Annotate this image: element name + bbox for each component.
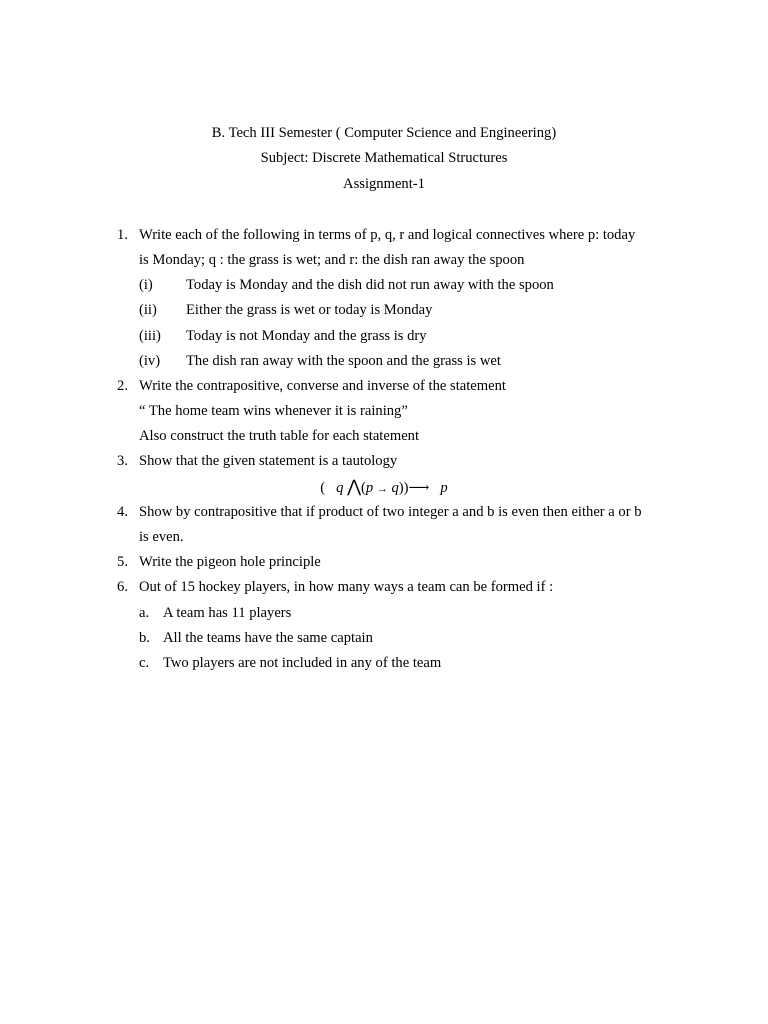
sub-item-label: (iii) bbox=[139, 328, 161, 344]
question-text: Also construct the truth table for each statement bbox=[139, 428, 420, 444]
formula-var-p: p bbox=[365, 480, 374, 496]
tautology-formula bbox=[0, 478, 768, 498]
question-text: “ The home team wins whenever it is raining” bbox=[139, 403, 408, 419]
formula-var-p: p bbox=[440, 480, 448, 496]
question-number: 5. bbox=[117, 554, 128, 570]
question-number: 6. bbox=[117, 579, 128, 595]
formula-var-q: q bbox=[336, 480, 344, 496]
sub-item-label: (i) bbox=[139, 277, 153, 293]
sub-item-label: (ii) bbox=[139, 302, 157, 318]
question-text: Write each of the following in terms of p, q, r and logical connectives where p: today bbox=[139, 227, 636, 243]
sub-item-text: Two players are not included in any of the team bbox=[163, 655, 442, 671]
question-text: Out of 15 hockey players, in how many ways a team can be formed if : bbox=[139, 579, 554, 595]
assignment-title: Assignment-1 bbox=[343, 176, 425, 192]
question-text: Show by contrapositive that if product of two integer a and b is even then either a or b bbox=[139, 504, 642, 520]
sub-item-text: The dish ran away with the spoon and the grass is wet bbox=[186, 353, 501, 369]
course-title: B. Tech III Semester ( Computer Science and Engineering) bbox=[211, 125, 557, 141]
sub-item-label: c. bbox=[139, 655, 150, 671]
question-number: 4. bbox=[117, 504, 128, 520]
formula-and-symbol: ⋀ bbox=[347, 477, 362, 496]
sub-item-text: Today is not Monday and the grass is dry bbox=[186, 328, 427, 344]
formula-paren: ( bbox=[361, 480, 366, 496]
question-text: is even. bbox=[139, 529, 184, 545]
formula-paren: ( bbox=[320, 480, 326, 496]
sub-item-label: b. bbox=[139, 630, 150, 646]
sub-item-label: a. bbox=[139, 605, 150, 621]
question-text: is Monday; q : the grass is wet; and r: the dish ran away the spoon bbox=[139, 252, 525, 268]
formula-implies-symbol: → bbox=[376, 483, 388, 495]
question-text: Write the pigeon hole principle bbox=[139, 554, 321, 570]
sub-item-text: Today is Monday and the dish did not run away with the spoon bbox=[186, 277, 554, 293]
sub-item-text: Either the grass is wet or today is Monday bbox=[186, 302, 433, 318]
sub-item-label: (iv) bbox=[139, 353, 161, 369]
formula-long-arrow-symbol: ⟶ bbox=[408, 480, 430, 496]
formula-var-q: q bbox=[391, 480, 399, 496]
sub-item-text: All the teams have the same captain bbox=[163, 630, 373, 646]
question-number: 3. bbox=[117, 453, 128, 469]
question-number: 1. bbox=[117, 227, 128, 243]
subject-title: Subject: Discrete Mathematical Structures bbox=[260, 150, 508, 166]
question-text: Write the contrapositive, converse and inverse of the statement bbox=[139, 378, 506, 394]
question-text: Show that the given statement is a tautology bbox=[139, 453, 398, 469]
formula-paren: )) bbox=[398, 480, 409, 496]
sub-item-text: A team has 11 players bbox=[163, 605, 292, 621]
question-number: 2. bbox=[117, 378, 128, 394]
